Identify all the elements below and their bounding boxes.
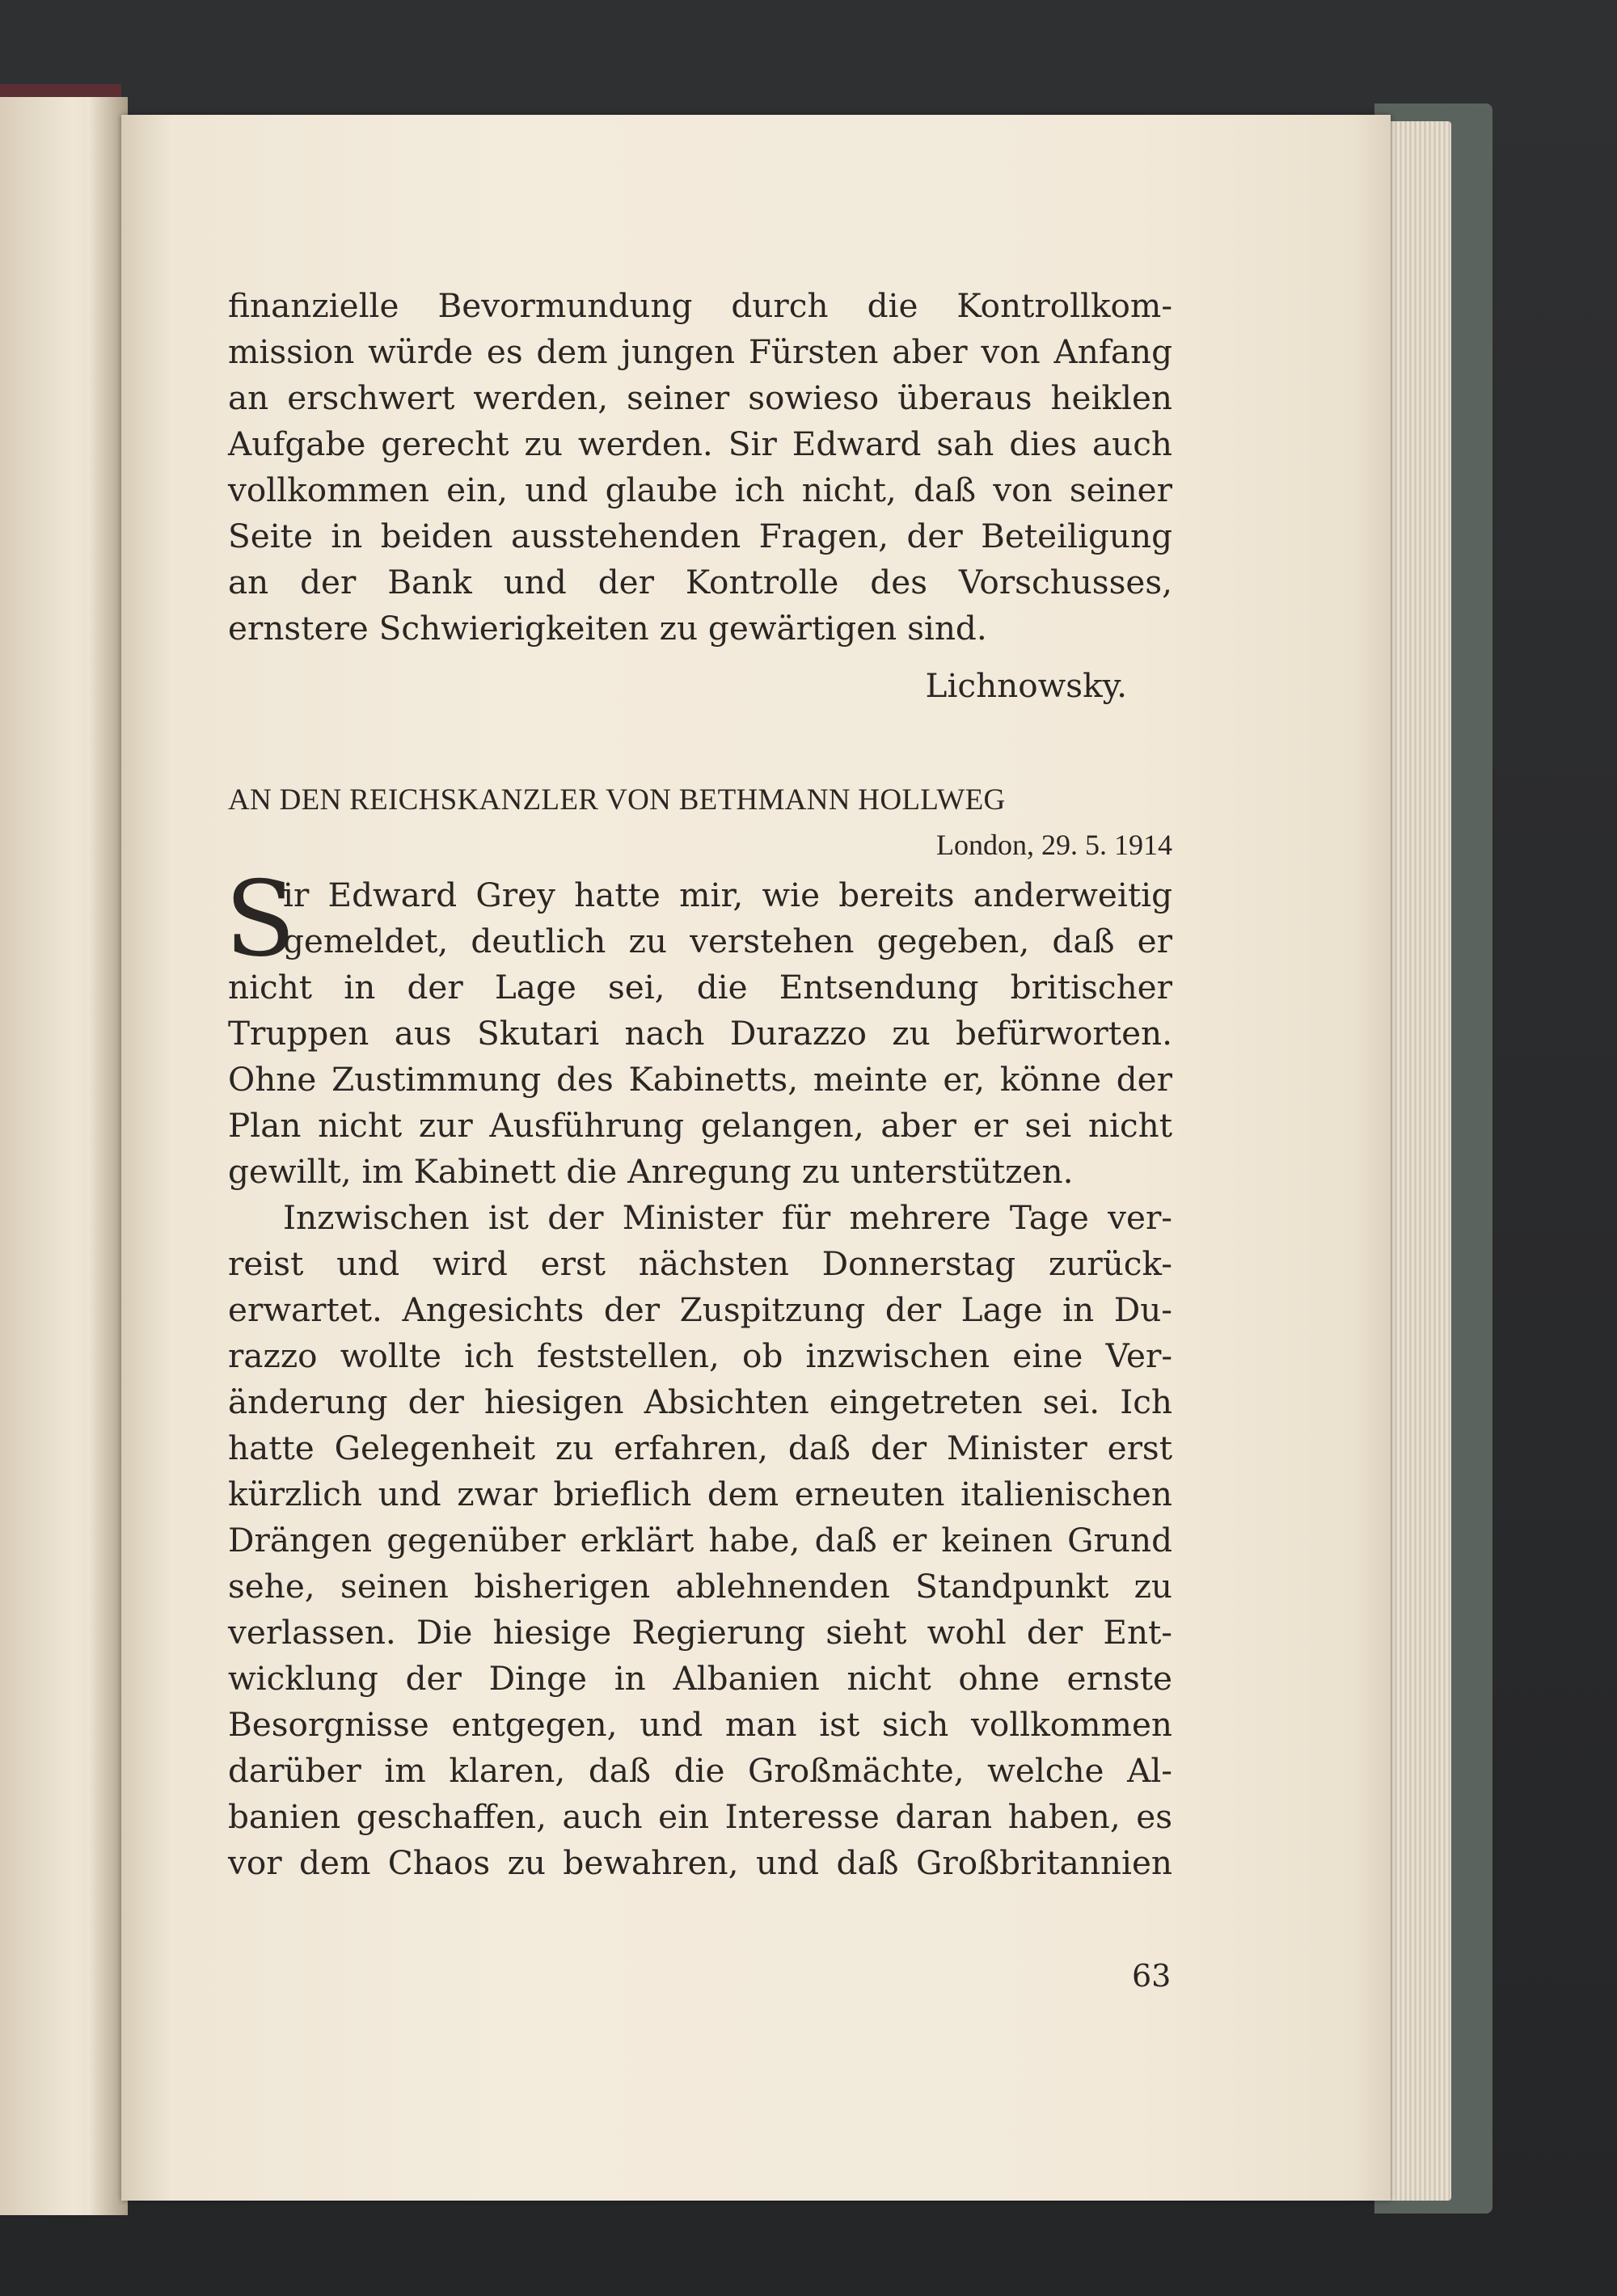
text-line: sehe, seinen bisherigen ablehnenden Standpunkt zu xyxy=(228,1567,1172,1606)
text-line: Truppen aus Skutari nach Durazzo zu befürworten. xyxy=(228,1014,1172,1053)
text-line: Inzwischen ist der Minister für mehrere Tage ver- xyxy=(283,1198,1172,1237)
page-text xyxy=(225,283,1172,1886)
text-line: nicht in der Lage sei, die Entsendung britischer xyxy=(228,968,1172,1007)
text-line: Aufgabe gerecht zu werden. Sir Edward sah dies auch xyxy=(228,424,1172,463)
text-line: verlassen. Die hiesige Regierung sieht wohl der Ent- xyxy=(228,1613,1172,1652)
text-line: mission würde es dem jungen Fürsten aber von Anfang xyxy=(228,332,1172,371)
page-edges xyxy=(1383,121,1451,2201)
text-line: Drängen gegenüber erklärt habe, daß er keinen Grund xyxy=(228,1521,1172,1560)
letter-heading: AN DEN REICHSKANZLER VON BETHMANN HOLLWEG xyxy=(228,783,1006,817)
text-line: Plan nicht zur Ausführung gelangen, aber er sei nicht xyxy=(228,1106,1172,1145)
text-line: kürzlich und zwar brieflich dem erneuten italienischen xyxy=(228,1475,1172,1513)
text-line: reist und wird erst nächsten Donnerstag zurück- xyxy=(228,1244,1172,1283)
text-line: Besorgnisse entgegen, und man ist sich vollkommen xyxy=(228,1705,1172,1744)
text-line: razzo wollte ich feststellen, ob inzwischen eine Ver- xyxy=(228,1336,1172,1375)
text-line: vor dem Chaos zu bewahren, und daß Großbritannien xyxy=(228,1843,1172,1882)
text-line: gemeldet, deutlich zu verstehen gegeben, daß er xyxy=(283,922,1172,960)
text-line: ir Edward Grey hatte mir, wie bereits anderweitig xyxy=(283,876,1172,914)
text-line: an der Bank und der Kontrolle des Vorschusses, xyxy=(228,563,1172,601)
text-line: darüber im klaren, daß die Großmächte, welche Al- xyxy=(228,1751,1172,1790)
text-line: finanzielle Bevormundung durch die Kontrollkom- xyxy=(228,286,1172,325)
text-line: wicklung der Dinge in Albanien nicht ohne ernste xyxy=(228,1659,1172,1698)
text-line: an erschwert werden, seiner sowieso überaus heiklen xyxy=(228,378,1172,417)
dropcap-letter: S xyxy=(225,859,296,980)
text-line: ernstere Schwierigkeiten zu gewärtigen sind. xyxy=(228,609,987,648)
place-date: London, 29. 5. 1914 xyxy=(936,829,1172,861)
text-line: änderung der hiesigen Absichten eingetreten sei. Ich xyxy=(228,1382,1172,1421)
text-line: Seite in beiden ausstehenden Fragen, der Beteiligung xyxy=(228,517,1172,555)
text-line: banien geschaffen, auch ein Interesse daran haben, es xyxy=(228,1797,1172,1836)
page-number: 63 xyxy=(1132,1958,1172,1994)
text-line: erwartet. Angesichts der Zuspitzung der Lage in Du- xyxy=(228,1290,1172,1329)
signature: Lichnowsky. xyxy=(925,666,1127,705)
text-line: gewillt, im Kabinett die Anregung zu unterstützen. xyxy=(228,1152,1074,1191)
text-line: vollkommen ein, und glaube ich nicht, daß von seiner xyxy=(228,471,1172,509)
text-line: Ohne Zustimmung des Kabinetts, meinte er, könne der xyxy=(228,1060,1172,1099)
dropcap-paragraph-start xyxy=(225,859,1172,980)
text-line: hatte Gelegenheit zu erfahren, daß der Minister erst xyxy=(228,1429,1172,1467)
